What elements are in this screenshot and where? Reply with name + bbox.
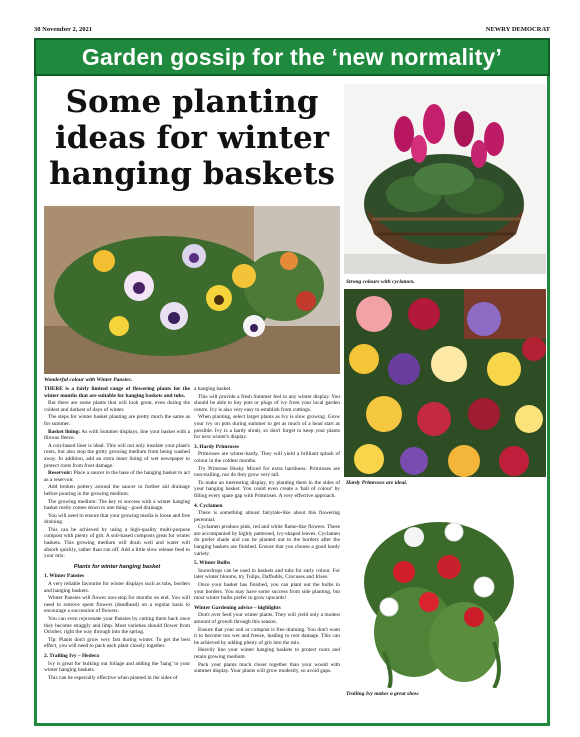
body-paragraph: A very reliable favourite for winter displays such as tubs, borders and hanging baskets. xyxy=(44,581,190,594)
body-paragraph: Tip: Plants don't grow very fast during winter. To get the best effect, you will need to pack each plant closely together. xyxy=(44,636,190,650)
body-paragraph: Try Primrose Husky Mixed for extra hardiness. Primroses are non-trailing, nor do they grow very tall. xyxy=(194,465,340,479)
body-paragraph: Ensure that your soil or compost is free draining. You don't want it to become too wet and freeze, leading to root damage. This can be achieved by adding plenty of grit into the mix. xyxy=(194,626,340,646)
page-number-date: 38 November 2, 2021 xyxy=(34,26,93,33)
body-paragraph: Add broken pottery around the saucer to further aid drainage before pouring in the growing medium. xyxy=(44,484,190,497)
pansies-photo xyxy=(44,206,340,374)
inline-heading: Reservoir: xyxy=(48,470,73,477)
section-heading: 5. Winter Bulbs xyxy=(194,560,231,567)
article-column-2 xyxy=(194,386,340,676)
primroses-photo xyxy=(344,289,546,477)
body-paragraph xyxy=(44,470,190,483)
body-paragraph: To make an interesting display, try planting them in the sides of your hanging basket. You could even create a 'ball of colour' by filling every spare gap with Primroses. A very effective approach. xyxy=(194,479,340,499)
body-paragraph: A coir-based liner is ideal. This will not only insulate your plant's roots, but also stop the gritty growing medium from being washed away. In addition, add an extra inner lining of wet newspaper to protect roots from frost damage. xyxy=(44,442,190,469)
publication-name: NEWRY DEMOCRAT xyxy=(485,26,550,33)
body-paragraph: You will need to ensure that your growing media is loose and free draining. xyxy=(44,512,190,526)
body-paragraph: Heavily line your winter hanging baskets to protect roots and retain growing medium. xyxy=(194,647,340,660)
section-heading: 1. Winter Pansies xyxy=(44,573,84,580)
body-paragraph: This can be achieved by using a high-quality multi-purpose compost with plenty of grit. A soil-based composts great for winter baskets. This growing medium will drain well and water will absorb quickly, rather than run off. Add a little slow release feed to your mix. xyxy=(44,526,190,560)
body-paragraph: The growing medium: The key to success with a winter hanging basket really comes down to one thing - good drainage. xyxy=(44,498,190,512)
inline-text: Place a saucer in the base of the hanging basket to act as a reservoir. xyxy=(44,470,190,483)
body-paragraph: But there are some plants that will look great, even during the coldest and darkest of days of winter. xyxy=(44,400,190,413)
body-paragraph: Pack your plants much closer together than your would with summer display. Your plants will grow modestly, so avoid gaps. xyxy=(194,661,340,675)
article-headline: Some planting ideas for winter hanging baskets xyxy=(49,84,335,192)
body-paragraph: Primroses are winter-hardy. They will yield a brilliant splash of colour in the coldest months. xyxy=(194,451,340,464)
caption-pansies: Wonderful colour with Winter Pansies. xyxy=(44,377,133,383)
caption-cyclamen: Strong colours with cyclamen. xyxy=(346,279,415,285)
body-paragraph: Ivy is great for bulking out foliage and adding the 'hang' to your winter hanging baskets. xyxy=(44,660,190,674)
body-paragraph: This can be especially effective when planted in the sides of xyxy=(48,674,178,681)
body-paragraph: Winter Pansies will flower non-stop for months on end. You will need to remove spent flowers (deadhead) on a regular basis to encourage a succession of flowers. xyxy=(44,595,190,615)
body-paragraph: Once your basket has finished, you can plant out the bulbs in your borders. You may have some success from side planting, but most winter bulbs prefer to grow upwards! xyxy=(194,582,340,602)
article-column-1 xyxy=(44,386,190,682)
inline-heading: Basket lining: xyxy=(48,428,81,435)
body-paragraph xyxy=(44,429,190,442)
subheading: Plants for winter hanging basket xyxy=(73,563,161,570)
body-paragraph: Don't over feed your winter plants. They will yield only a modest amount of growth through this season. xyxy=(194,612,340,625)
body-paragraph: This will provide a fresh Summer feel to any winter display. You should be able to buy pots or plugs of ivy from your local garden centre. Ivy is also very easy to establish from cuttings. xyxy=(194,393,340,413)
caption-primroses: Hardy Primroses are ideal. xyxy=(346,480,408,486)
caption-ivy: Trailing Ivy makes a great show xyxy=(346,691,419,697)
body-paragraph: Snowdrops can be used in baskets and tubs for early colour. For later winter blooms, try Tulips, Daffodils, Crocuses and Irises. xyxy=(194,567,340,581)
inline-text: As with Summer displays, line your basket with a fibrous fleece. xyxy=(44,428,190,442)
section-heading: Winter Gardening advice – highlights xyxy=(194,604,281,611)
body-paragraph: Cyclamen produce pink, red and white flame-like flowers. These are accompanied by highly patterned, ivy-shaped leaves. Cyclamen do prefer shade and can be planted out in the borders after the hanging baskets are finished. Ensure that you choose a good hardy variety. xyxy=(194,524,340,557)
section-banner: Garden gossip for the ‘new normality’ xyxy=(34,38,550,76)
body-paragraph: There is something almost fairytale-like about this flowering perennial. xyxy=(194,510,340,523)
body-paragraph: a hanging basket. xyxy=(194,386,232,392)
body-paragraph: You can even rejuvenate your Pansies by cutting them back once they become straggly and limp. Most varieties should flower from October, right the way through into the spring. xyxy=(44,616,190,636)
body-paragraph: The steps for winter basket planting are pretty much the same as for summer. xyxy=(44,414,190,427)
body-paragraph: When planting, select larger plants as Ivy is slow growing. Grow your ivy on pots during summer to get as much of a head start as possible. Ivy is a hardy shrub, so don't forget to keep your plants for next winter's display. xyxy=(194,414,340,441)
trailing-ivy-photo xyxy=(344,492,546,688)
section-heading: 4. Cyclamen xyxy=(194,502,223,509)
section-heading: 2. Trailing Ivy – Hedera xyxy=(44,652,100,659)
lead-paragraph: THERE is a fairly limited range of flowering plants for the winter months that are suitable for hanging baskets and tubs. xyxy=(44,386,190,399)
folio-line xyxy=(34,26,550,36)
cyclamen-photo xyxy=(344,84,546,274)
section-heading: 3. Hardy Primroses xyxy=(194,443,239,450)
